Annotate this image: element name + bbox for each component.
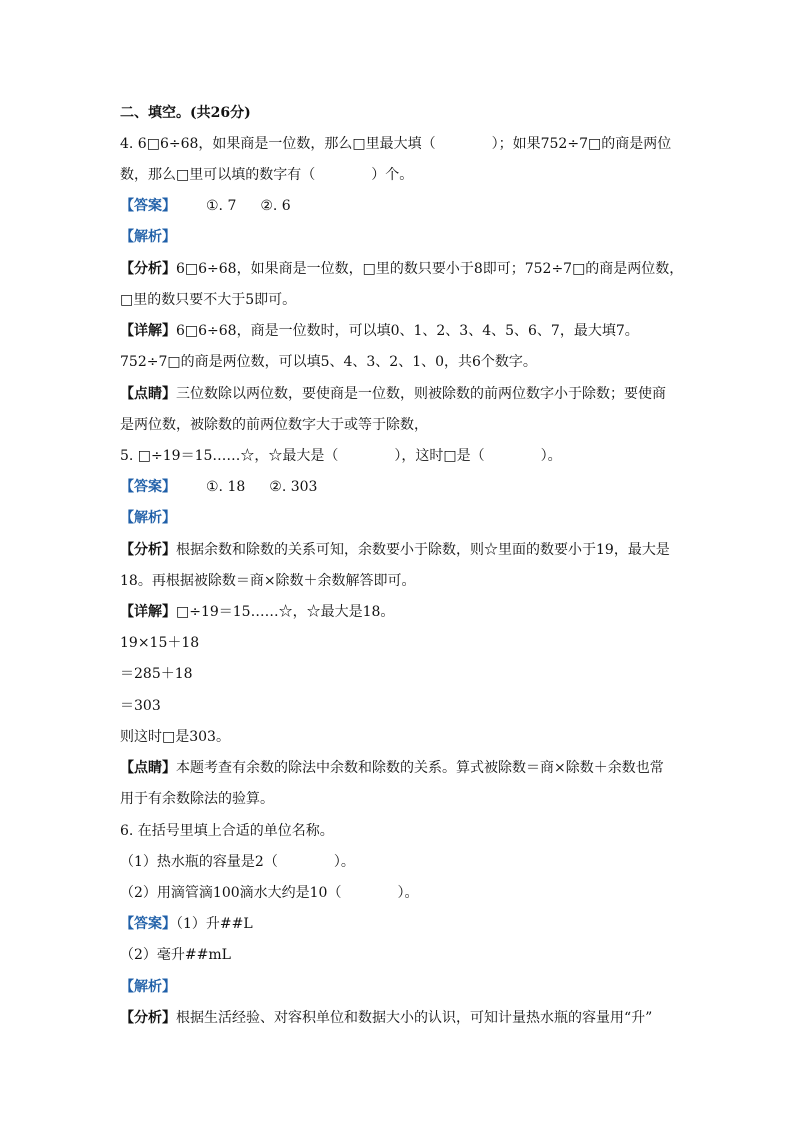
fenxi-tag: 【分析】: [120, 542, 176, 558]
q5-dianjing-line1: [120, 758, 664, 778]
answer-tag: 【答案】: [120, 198, 176, 214]
q6-fenxi-line1: [120, 1008, 652, 1028]
q4-xiangjie-line1: [120, 321, 639, 341]
q4-answer-2: ②. 6: [260, 198, 291, 214]
q5-fenxi-text: 根据余数和除数的关系可知，余数要小于除数，则☆里面的数要小于19，最大是: [176, 542, 670, 558]
q6-analysis-tag: 【解析】: [120, 979, 176, 995]
q5-dianjing-text: 本题考查有余数的除法中余数和除数的关系。算式被除数＝商×除数＋余数也常: [176, 760, 664, 776]
xiangjie-tag: 【详解】: [120, 604, 176, 620]
q6-fenxi-text: 根据生活经验、对容积单位和数据大小的认识，可知计量热水瓶的容量用“升”: [176, 1010, 653, 1026]
dianjing-tag: 【点睛】: [120, 386, 176, 402]
q5-answer-1: ①. 18: [206, 479, 246, 495]
q6-sub-2: （2）用滴管滴100滴水大约是10（ ）。: [120, 885, 419, 901]
answer-tag: 【答案】: [120, 479, 176, 495]
answer-tag: 【答案】: [120, 916, 176, 932]
q6-answer-line1: [120, 914, 253, 934]
q4-dianjing-line1: [120, 384, 666, 404]
q5-stem-line1: 5. □÷19＝15……☆，☆最大是（ ），这时□是（ ）。: [120, 448, 562, 464]
q4-stem-line1: 4. 6□6÷68，如果商是一位数，那么□里最大填（ ）；如果752÷7□的商是两位: [120, 136, 672, 152]
q5-dianjing-line2: 用于有余数除法的验算。: [120, 791, 274, 807]
q5-calc-3: ＝303: [120, 698, 161, 714]
q6-stem-line1: 6. 在括号里填上合适的单位名称。: [120, 823, 334, 839]
q4-fenxi-text: 6□6÷68，如果商是一位数，□里的数只要小于8即可；752÷7□的商是两位数，: [176, 261, 684, 277]
q5-fenxi-line1: [120, 540, 670, 560]
section-title: 二、填空。(共26分): [120, 105, 251, 121]
q4-xiangjie-line2: 752÷7□的商是两位数，可以填5、4、3、2、1、0，共6个数字。: [120, 354, 537, 370]
fenxi-tag: 【分析】: [120, 261, 176, 277]
q4-stem-line2: 数，那么□里可以填的数字有（ ）个。: [120, 167, 414, 183]
q5-answer-2: ②. 303: [269, 479, 318, 495]
q5-analysis-tag: 【解析】: [120, 510, 176, 526]
q5-calc-2: ＝285＋18: [120, 666, 193, 682]
q4-answer-1: ①. 7: [206, 198, 237, 214]
xiangjie-tag: 【详解】: [120, 323, 176, 339]
q6-answer-2: （2）毫升##mL: [120, 947, 231, 963]
q5-calc-1: 19×15＋18: [120, 635, 200, 651]
q5-fenxi-line2: 18。再根据被除数＝商×除数＋余数解答即可。: [120, 573, 416, 589]
q4-dianjing-line2: 是两位数，被除数的前两位数字大于或等于除数，: [120, 417, 428, 433]
q4-fenxi-line1: [120, 259, 683, 279]
q4-answer: [120, 196, 291, 216]
q6-sub-1: （1）热水瓶的容量是2（ ）。: [120, 854, 355, 870]
q4-dianjing-text: 三位数除以两位数，要使商是一位数，则被除数的前两位数字小于除数；要使商: [176, 386, 666, 402]
q4-analysis-tag: 【解析】: [120, 229, 176, 245]
q4-xiangjie-text: 6□6÷68，商是一位数时，可以填0、1、2、3、4、5、6、7，最大填7。: [176, 323, 639, 339]
q5-answer: [120, 477, 317, 497]
q4-fenxi-line2: □里的数只要不大于5即可。: [120, 292, 297, 308]
fenxi-tag: 【分析】: [120, 1010, 176, 1026]
q5-conclusion: 则这时□是303。: [120, 729, 230, 745]
dianjing-tag: 【点睛】: [120, 760, 176, 776]
q6-answer-1: （1）升##L: [176, 916, 253, 932]
q5-xiangjie-line1: [120, 602, 394, 622]
q5-xiangjie-text: □÷19＝15……☆，☆最大是18。: [176, 604, 395, 620]
